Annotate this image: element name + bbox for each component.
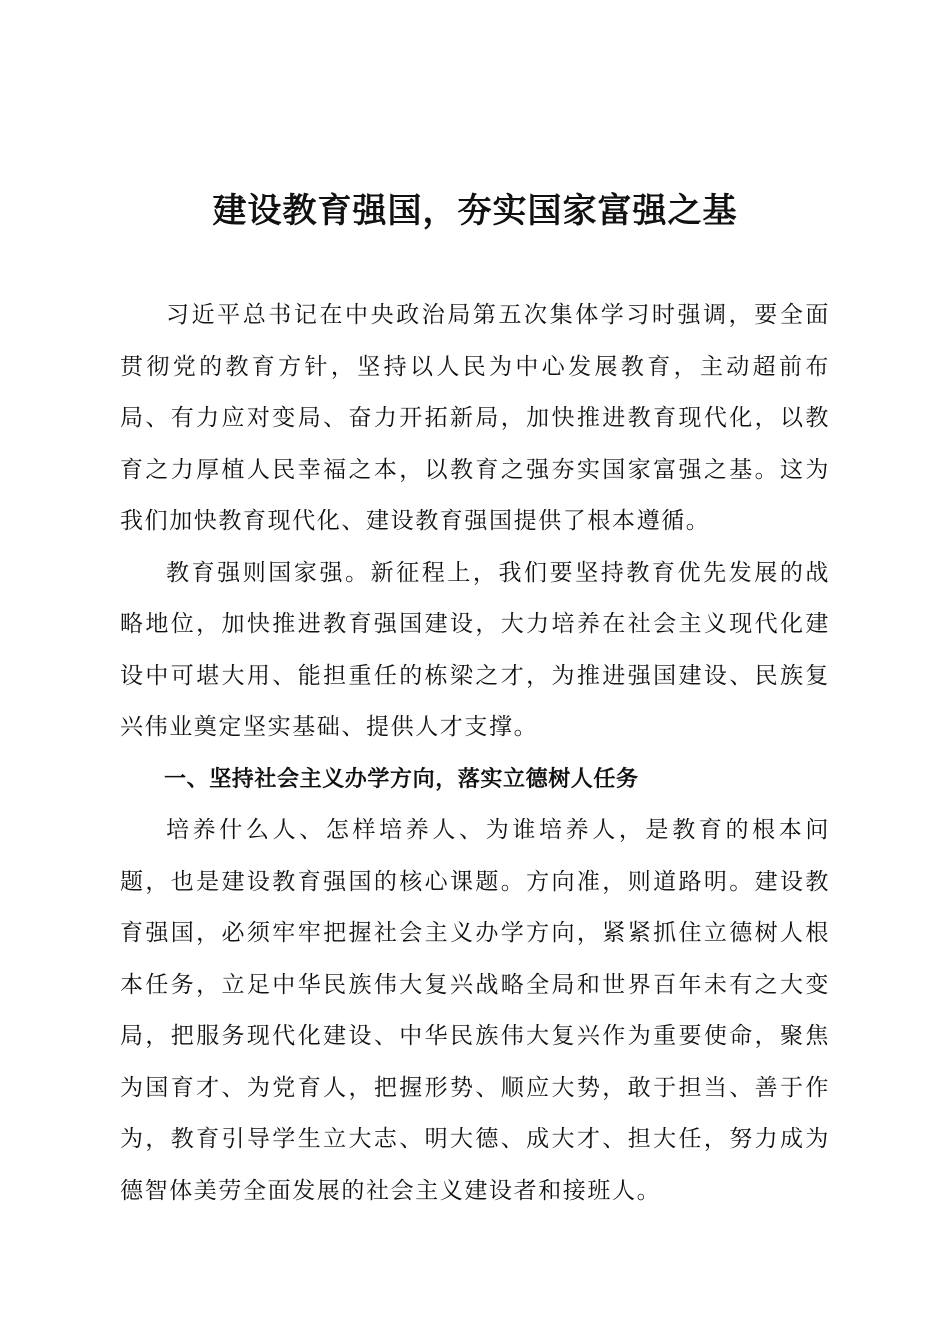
intro-paragraph: 习近平总书记在中央政治局第五次集体学习时强调，要全面贯彻党的教育方针，坚持以人民为中心发展教育，主动超前布局、有力应对变局、奋力开拓新局，加快推进教育现代化，以教育之力厚植人民幸福之本，以教育之强夯实国家富强之基。这为我们加快教育现代化、建设教育强国提供了根本遵循。 <box>120 302 830 534</box>
section-heading-1: 一、坚持社会主义办学方向，落实立德树人任务 <box>164 766 639 792</box>
document-body <box>120 290 830 1217</box>
second-paragraph: 教育强则国家强。新征程上，我们要坚持教育优先发展的战略地位，加快推进教育强国建设，大力培养在社会主义现代化建设中可堪大用、能担重任的栋梁之才，为推进强国建设、民族复兴伟业奠定坚实基础、提供人才支撑。 <box>120 559 830 740</box>
document-title: 建设教育强国，夯实国家富强之基 <box>212 191 738 231</box>
section-1-paragraph: 培养什么人、怎样培养人、为谁培养人，是教育的根本问题，也是建设教育强国的核心课题。方向准，则道路明。建设教育强国，必须牢牢把握社会主义办学方向，紧紧抓住立德树人根本任务，立足中华民族伟大复兴战略全局和世界百年未有之大变局，把服务现代化建设、中华民族伟大复兴作为重要使命，聚焦为国育才、为党育人，把握形势、顺应大势，敢于担当、善于作为，教育引导学生立大志、明大德、成大才、担大任，努力成为德智体美劳全面发展的社会主义建设者和接班人。 <box>120 817 830 1204</box>
